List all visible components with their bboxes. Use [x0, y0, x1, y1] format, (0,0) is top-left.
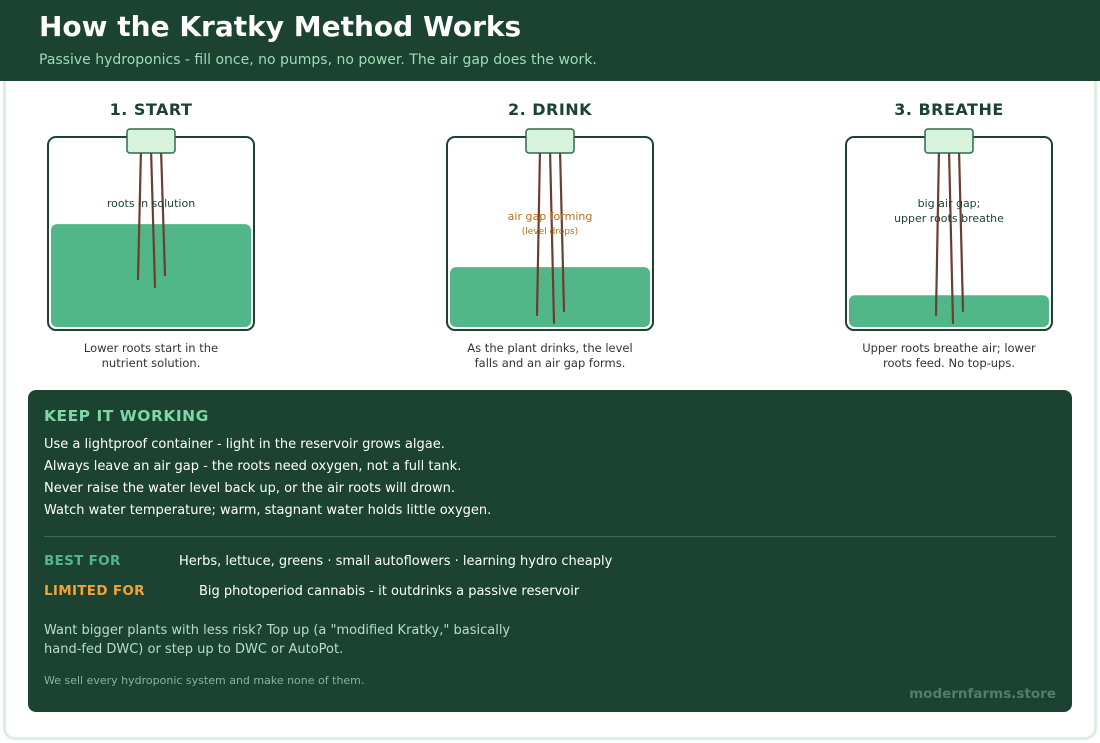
step-caption: Lower roots start in the nutrient solution. [83, 341, 219, 370]
step-note: air gap forming [507, 210, 593, 223]
tip-item: Always leave an air gap - the roots need oxygen, not a full tank. [44, 459, 462, 474]
step-breathe [819, 90, 1079, 380]
step-note: roots in solution [106, 197, 196, 210]
kratky-bucket-diagram [819, 126, 1079, 336]
page-subtitle: Passive hydroponics - fill once, no pumps, no power. The air gap does the work. [39, 52, 597, 68]
best-for-text: Herbs, lettuce, greens · small autoflowers · learning hydro cheaply [179, 554, 613, 569]
step-title: 3. BREATHE [894, 100, 1004, 119]
kratky-bucket-diagram [21, 126, 281, 336]
divider [44, 536, 1056, 537]
limited-for-label: LIMITED FOR [44, 583, 145, 599]
net-cup [526, 129, 574, 153]
step-title: 2. DRINK [507, 100, 593, 119]
step-caption: As the plant drinks, the level falls and an air gap forms. [467, 341, 633, 370]
step-title: 1. START [109, 100, 193, 119]
step-caption: Upper roots breathe air; lower roots feed. No top-ups. [862, 341, 1036, 370]
brand-link[interactable]: modernfarms.store [909, 686, 1056, 702]
tip-item: Use a lightproof container - light in the reservoir grows algae. [44, 437, 445, 452]
nutrient-solution [450, 267, 650, 327]
limited-for-text: Big photoperiod cannabis - it outdrinks a passive reservoir [199, 584, 580, 599]
nutrient-solution [849, 295, 1049, 327]
tip-item: Never raise the water level back up, or the air roots will drown. [44, 481, 455, 496]
step-note: big air gap; upper roots breathe [894, 197, 1004, 225]
advice-text: Want bigger plants with less risk? Top up (a "modified Kratky," basically hand-fed DWC) or step up to DWC or AutoPot. [44, 623, 511, 657]
net-cup [925, 129, 973, 153]
step-start [21, 90, 281, 380]
step-subnote: (level drops) [521, 227, 579, 237]
header [0, 0, 1100, 81]
tip-item: Watch water temperature; warm, stagnant water holds little oxygen. [44, 503, 492, 518]
best-for-label: BEST FOR [44, 553, 121, 569]
page-title: How the Kratky Method Works [39, 10, 522, 43]
step-drink [420, 90, 680, 380]
panel-heading: KEEP IT WORKING [44, 407, 209, 425]
keep-it-working-panel [28, 390, 1072, 712]
disclaimer: We sell every hydroponic system and make none of them. [44, 674, 365, 687]
nutrient-solution [51, 224, 251, 327]
net-cup [127, 129, 175, 153]
